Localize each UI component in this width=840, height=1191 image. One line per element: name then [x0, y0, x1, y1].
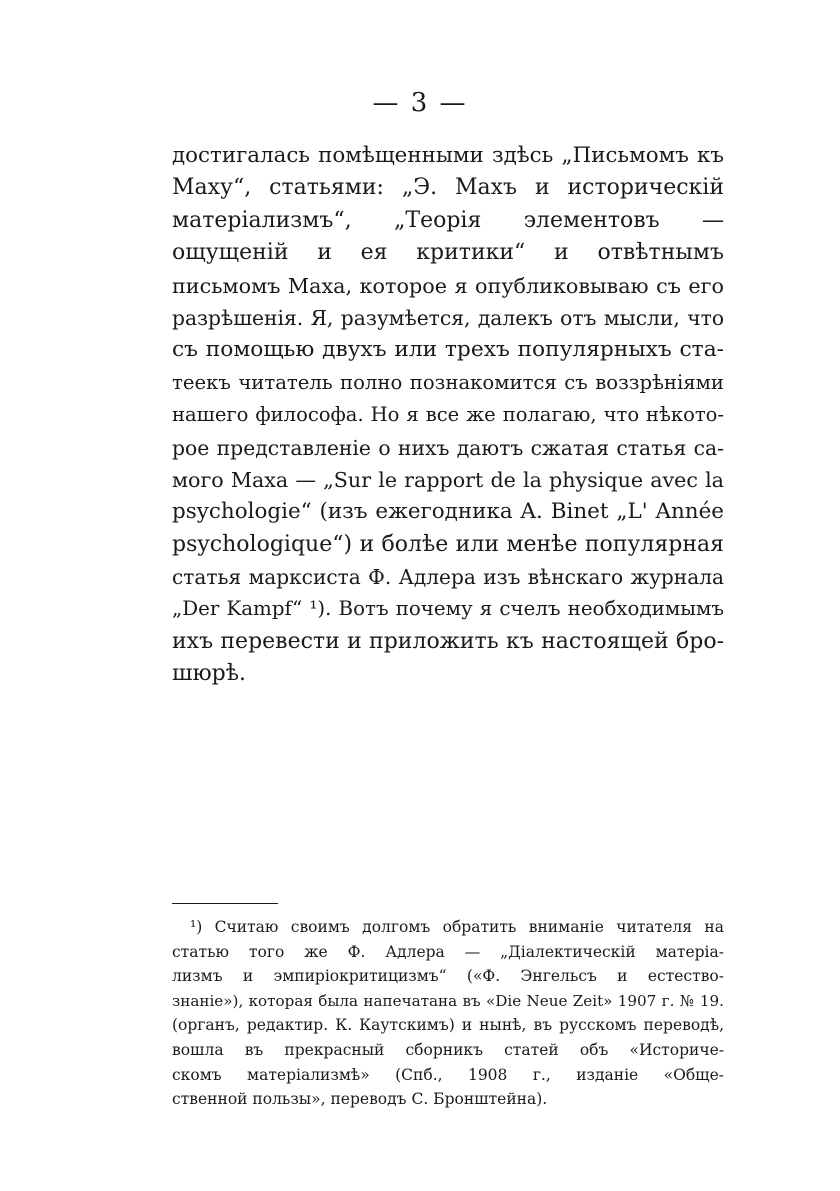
page-number: — 3 — [372, 88, 468, 118]
footnote-divider [172, 903, 278, 904]
body-text [172, 140, 724, 691]
body-line: теекъ читатель полно познакомится съ воззрѣніями [172, 370, 724, 394]
body-line: мого Маха — „Sur le rapport de la physique avec la [172, 467, 724, 492]
body-line: шюрѣ. [172, 661, 246, 687]
body-line: нашего философа. Но я все же полагаю, что нѣкото- [172, 403, 724, 427]
body-line: psychologique“) и болѣе или менѣе популярная [172, 531, 724, 557]
footnote-line: вошла въ прекрасный сборникъ статей объ «Историче- [172, 1040, 724, 1059]
body-line: psychologie“ (изъ ежегодника A. Binet „L' Année [172, 499, 724, 525]
body-line: разрѣшенія. Я, разумѣется, далекъ отъ мысли, что [172, 305, 724, 330]
body-line: ощущеній и ея критики“ и отвѣтнымъ [172, 240, 724, 266]
footnote-line: ¹) Считаю своимъ долгомъ обратить вниманіе читателя на [190, 918, 724, 936]
footnote-line: скомъ матеріализмѣ» (Спб., 1908 г., изданіе «Обще- [172, 1065, 724, 1084]
footnote-line: лизмъ и эмпиріокритицизмъ“ («Ф. Энгельсъ и естество- [172, 967, 724, 986]
footnote-line: статью того же Ф. Адлера — „Діалектическій матеріа- [172, 942, 724, 961]
body-line: письмомъ Маха, которое я опубликовываю съ его [172, 273, 724, 298]
body-line: съ помощью двухъ или трехъ популярныхъ ста- [172, 337, 724, 363]
body-line: „Der Kampf“ ¹). Вотъ почему я счелъ необходимымъ [172, 597, 724, 621]
body-line: ихъ перевести и приложить къ настоящей бро- [172, 628, 724, 654]
footnote-line: ственной пользы», переводъ С. Бронштейна). [172, 1090, 548, 1109]
body-line: рое представленіе о нихъ даютъ сжатая статья са- [172, 435, 724, 460]
footnote-line: (органъ, редактир. К. Каутскимъ) и нынѣ, въ русскомъ переводѣ, [172, 1016, 724, 1035]
footnote [172, 915, 724, 1112]
body-line: достигалась помѣщенными здѣсь „Письмомъ къ [172, 143, 724, 168]
body-line: матеріализмъ“, „Теорія элементовъ — [172, 207, 724, 233]
footnote-line: знаніе»), которая была напечатана въ «Die Neue Zeit» 1907 г. № 19. [172, 991, 724, 1010]
body-line: Маху“, статьями: „Э. Махъ и историческій [172, 175, 724, 201]
body-line: статья марксиста Ф. Адлера изъ вѣнскаго журнала [172, 565, 724, 590]
